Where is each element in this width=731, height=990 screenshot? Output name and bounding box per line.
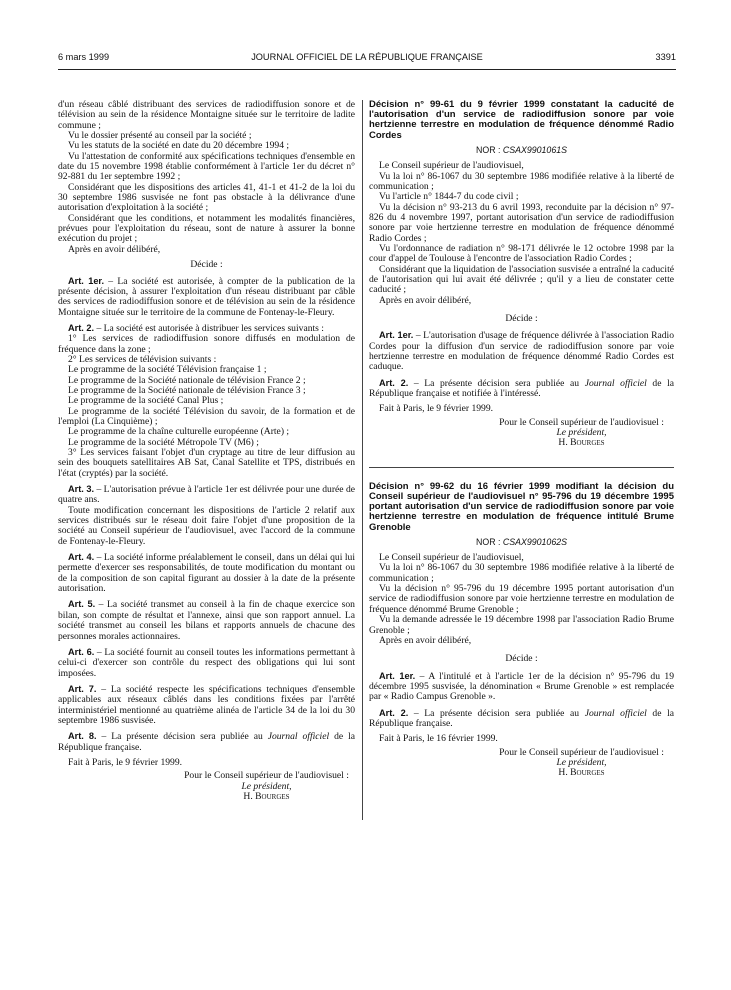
article-label: Art. 8. <box>68 731 97 742</box>
nor-code: CSAX9901061S <box>502 144 567 155</box>
list-item: Le programme de la société Métropole TV (M6) ; <box>68 436 259 448</box>
article <box>369 671 674 703</box>
signature-authority: Pour le Conseil supérieur de l'audiovisuel : <box>499 416 664 428</box>
article-text: – La société est autorisée à distribuer les services suivants : <box>94 322 324 334</box>
article <box>58 647 355 679</box>
list-item: Le programme de la société Télévision du savoir, de la formation et de l'emploi (La Cinquième) ; <box>58 405 355 427</box>
date-line: Fait à Paris, le 16 février 1999. <box>379 733 498 745</box>
signature-title-text: Le président, <box>556 756 607 768</box>
article-text: – La société fournit au conseil toutes les informations permettant à celui-ci d'exercer son contrôle du respect des obligations qui lui sont imposées. <box>58 646 356 679</box>
article <box>58 276 355 318</box>
article-text: – La société est autorisée, à compter de la publication de la présente décision, à assurer l'exploitation d'un réseau distribuant par câble des services de radiodiffusion sonore et de télévision au sein de la résidence Montaigne située sur le territoire de la commune de Fontenay-le-Fleury. <box>58 275 355 318</box>
article-label: Art. 2. <box>379 707 409 718</box>
signature-title-text: Le président, <box>556 427 607 439</box>
journal-reference: Journal officiel <box>584 377 647 389</box>
signature-authority: Pour le Conseil supérieur de l'audiovisuel : <box>499 746 664 758</box>
paragraph: Vu la loi n° 86-1067 du 30 septembre 1986 modifiée relative à la liberté de communication ; <box>369 562 674 584</box>
paragraph: Vu le dossier présenté au conseil par la société ; <box>68 130 252 142</box>
list-item: Le programme de la chaîne culturelle européenne (Arte) ; <box>68 426 290 438</box>
article-label: Art. 2. <box>68 322 95 333</box>
paragraph: Vu la demande adressée le 19 décembre 1998 par l'association Radio Brume Grenoble ; <box>369 614 674 636</box>
paragraph: Considérant que les conditions, et notamment les modalités financières, prévues pour l'exploitation du réseau, sont de nature à assurer la bonne exécution du projet ; <box>58 212 355 245</box>
article-label: Art. 1er. <box>68 275 105 286</box>
paragraph: Vu la décision n° 93-213 du 6 avril 1993, reconduite par la décision n° 97-826 du 4 novembre 1997, portant autorisation d'un service de radiodiffusion sonore par voie hertzienne terrestre en modulation de fréquence dénommé Radio Cordes ; <box>369 201 674 244</box>
paragraph: Vu les statuts de la société en date du 20 décembre 1994 ; <box>68 140 290 152</box>
paragraph: Vu l'ordonnance de radiation n° 98-171 délivrée le 12 octobre 1998 par la cour d'appel de Toulouse à l'encontre de l'association Radio Cordes ; <box>369 242 674 265</box>
article <box>58 484 355 506</box>
paragraph: Le Conseil supérieur de l'audiovisuel, <box>379 160 524 172</box>
signature-name: H. Bourges <box>558 437 605 449</box>
article-text: – La société respecte les spécifications techniques d'ensemble applicables aux réseaux câblés dans les conditions fixées par l'arrêté interministériel mentionné au quatrième alinéa de l'article 34 de la loi du 30 septembre 1986 susvisée. <box>58 683 355 726</box>
date-line: Fait à Paris, le 9 février 1999. <box>379 403 494 415</box>
signature-title-text: Le président, <box>241 780 292 792</box>
list-item: 1° Les services de radiodiffusion sonore diffusés en modulation de fréquence dans la zone ; <box>58 333 355 355</box>
header-page-number: 3391 <box>655 52 676 62</box>
article-text: – La société transmet au conseil à la fin de chaque exercice son bilan, son compte de résultat et l'annexe, ainsi que son rapport annuel. La société transmet au conseil les bilans et rapports annuels de chacune des personnes morales actionnaires. <box>58 599 355 642</box>
list-item: Le programme de la société Télévision française 1 ; <box>68 364 267 376</box>
decision-title: Décision n° 99-61 du 9 février 1999 constatant la caducité de l'autorisation d'un service de radiodiffusion sonore par voie hertzienne terrestre en modulation de fréquence dénommé Radio Cordes <box>369 99 674 141</box>
decide-heading: Décide : <box>505 312 538 324</box>
list-item: 2° Les services de télévision suivants : <box>68 353 217 365</box>
nor-reference <box>369 145 674 155</box>
article-label: Art. 3. <box>68 484 95 495</box>
paragraph: Après en avoir délibéré, <box>379 634 472 646</box>
article-text: – A l'intitulé et à l'article 1er de la décision n° 95-796 du 19 décembre 1995 susvisée, la dénomination « Brume Grenoble » est remplacée par « Radio Campus Grenoble ». <box>369 670 674 703</box>
nor-label: NOR : <box>476 536 503 547</box>
running-header <box>58 52 676 66</box>
right-column <box>369 100 674 779</box>
article-label: Art. 7. <box>68 683 97 694</box>
article-text: – L'autorisation prévue à l'article 1er est délivrée pour une durée de quatre ans. <box>58 484 355 506</box>
section-separator <box>369 467 674 468</box>
article-label: Art. 1er. <box>379 330 414 341</box>
article-text: – La présente décision sera publiée au <box>408 377 585 389</box>
signature-authority: Pour le Conseil supérieur de l'audiovisuel : <box>184 770 349 782</box>
nor-reference <box>369 537 674 547</box>
paragraph: Vu l'attestation de conformité aux spécifications techniques d'ensemble en date du 15 novembre 1998 établie conformément à l'article 1er du décret n° 92-881 du 1er septembre 1992 ; <box>58 150 355 183</box>
header-rule <box>58 69 676 70</box>
article <box>369 708 674 730</box>
paragraph: Vu la loi n° 86-1067 du 30 septembre 1986 modifiée relative à la liberté de communication ; <box>369 170 674 192</box>
article-label: Art. 2. <box>379 377 409 388</box>
article <box>58 731 355 753</box>
article <box>58 599 355 641</box>
header-journal-title: JOURNAL OFFICIEL DE LA RÉPUBLIQUE FRANÇAISE <box>251 52 483 62</box>
article-label: Art. 4. <box>68 552 95 563</box>
left-column <box>58 100 355 802</box>
date-line: Fait à Paris, le 9 février 1999. <box>68 756 183 768</box>
paragraph: Considérant que les dispositions des articles 41, 41-1 et 41-2 de la loi du 30 septembre 1986 susvisée ne font pas obstacle à la délivrance d'une autorisation d'exploitation à la société ; <box>58 181 355 214</box>
paragraph: Après en avoir délibéré, <box>68 243 161 255</box>
paragraph: Le Conseil supérieur de l'audiovisuel, <box>379 552 524 564</box>
article-text: – La société informe préalablement le conseil, dans un délai qui lui permette d'exercer ses responsabilités, de toute modification du montant ou de la composition de son capital figurant au dossier à la date de la présente autorisation. <box>58 552 355 595</box>
paragraph: Toute modification concernant les dispositions de l'article 2 relatif aux services distribués sur le réseau doit faire l'objet d'une proposition de la société au Conseil supérieur de l'audiovisuel, avec l'accord de la commune de Fontenay-le-Fleury. <box>58 504 355 547</box>
signature-name: H. Bourges <box>243 790 290 802</box>
nor-code: CSAX9901062S <box>502 536 567 547</box>
decision-title: Décision n° 99-62 du 16 février 1999 modifiant la décision du Conseil supérieur de l'audiovisuel n° 95-796 du 19 décembre 1995 portant autorisation d'un service de radiodiffusion sonore par voie hertzienne terrestre en modulation de fréquence intitulé Brume Grenoble <box>369 480 674 533</box>
paragraph: Vu l'article n° 1844-7 du code civil ; <box>379 191 519 203</box>
journal-reference: Journal officiel <box>267 731 330 743</box>
nor-label: NOR : <box>476 144 503 155</box>
article-text: – La présente décision sera publiée au <box>408 707 585 719</box>
article-text: – L'autorisation d'usage de fréquence délivrée à l'association Radio Cordes pour la diffusion d'un service de radiodiffusion sonore par voie hertzienne terrestre en modulation de fréquence dénommé Radio Cordes est caduque. <box>369 330 675 373</box>
list-item: 3° Les services faisant l'objet d'un cryptage au titre de leur diffusion au sein des bouquets satellitaires AB Sat, Canal Satellite et TPS, distribués en l'état (cryptés) par la société. <box>58 447 355 479</box>
paragraph: d'un réseau câblé distribuant des services de radiodiffusion sonore et de télévision au sein de la résidence Montaigne située sur le territoire de ladite commune ; <box>58 99 355 131</box>
decide-heading: Décide : <box>190 259 223 271</box>
signature-name: H. Bourges <box>558 767 605 779</box>
article-label: Art. 5. <box>68 599 96 610</box>
paragraph: Après en avoir délibéré, <box>379 294 472 306</box>
header-date: 6 mars 1999 <box>58 52 110 62</box>
article <box>58 684 355 726</box>
article-label: Art. 6. <box>68 646 95 657</box>
column-divider <box>362 100 363 820</box>
article-text: de la République française. <box>58 731 355 753</box>
list-item: Le programme de la société Canal Plus ; <box>68 395 224 407</box>
list-item: Le programme de la Société nationale de télévision France 2 ; <box>68 374 306 386</box>
article-text: – La présente décision sera publiée au <box>96 731 268 743</box>
article-text: de la République française. <box>369 707 674 729</box>
paragraph: Vu la décision n° 95-796 du 19 décembre 1995 portant autorisation d'un service de radiodiffusion sonore par voie hertzienne terrestre en modulation de fréquence dénommé Brume Grenoble ; <box>369 583 674 615</box>
article-text: de la République française et notifiée à l'intéressé. <box>369 377 674 400</box>
article <box>369 378 674 400</box>
article-label: Art. 1er. <box>379 670 416 681</box>
journal-reference: Journal officiel <box>584 707 647 719</box>
article <box>58 552 355 594</box>
list-item: Le programme de la Société nationale de télévision France 3 ; <box>68 384 306 396</box>
decide-heading: Décide : <box>505 653 538 665</box>
article <box>369 330 674 372</box>
paragraph: Considérant que la liquidation de l'association susvisée a entraîné la caducité de l'autorisation qui lui avait été délivrée ; qu'il y a lieu de constater cette caducité ; <box>369 263 674 296</box>
